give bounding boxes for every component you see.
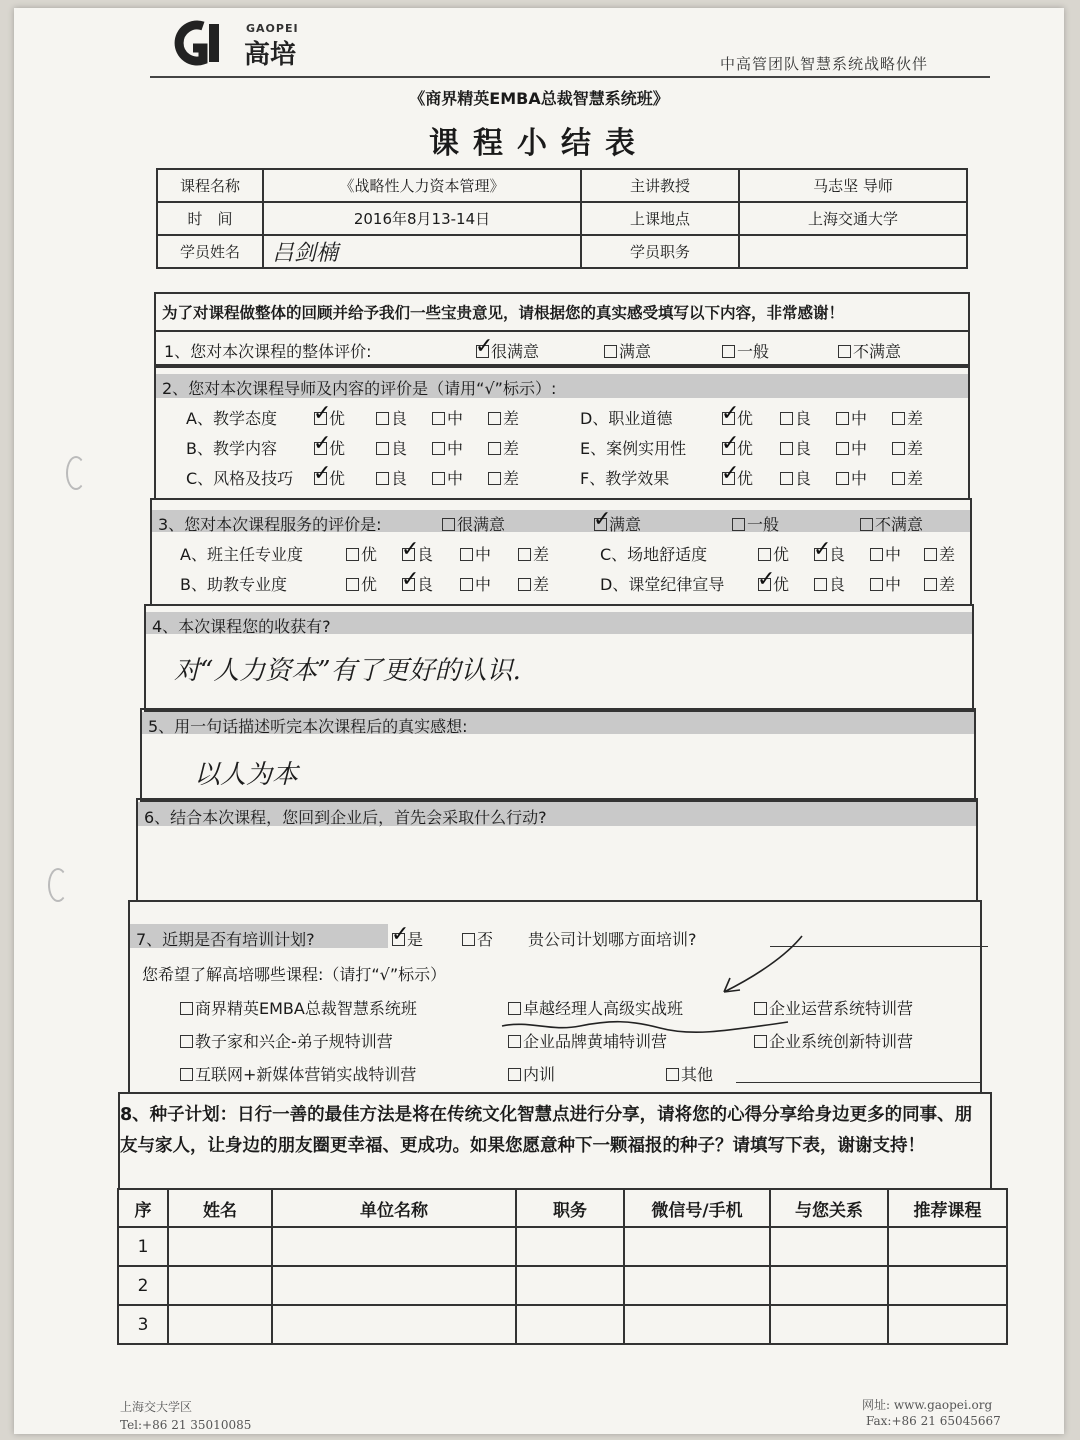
table-cell[interactable] — [888, 1227, 1007, 1266]
q3-b-grade-fair[interactable]: 中 — [460, 572, 491, 595]
course-name-value[interactable]: 《战略性人力资本管理》 — [263, 169, 581, 202]
q4-answer[interactable]: 对“人力资本”有了更好的认识. — [174, 656, 521, 686]
student-name-label: 学员姓名 — [157, 235, 263, 268]
checkbox-icon[interactable] — [836, 412, 849, 425]
q3-option-satisfied[interactable]: ✓ 满意 — [594, 512, 641, 535]
q2-b-grade-poor[interactable]: 差 — [488, 436, 519, 459]
punch-hole-icon — [48, 868, 68, 902]
checkbox-icon[interactable] — [892, 442, 905, 455]
q7-option-no[interactable]: 否 — [462, 927, 493, 950]
checkbox-icon[interactable] — [836, 442, 849, 455]
q3-d-grade-excellent[interactable]: ✓优 — [758, 572, 789, 595]
q3-a-grade-good[interactable]: ✓ 良 — [402, 542, 433, 565]
q2-f-grade-good[interactable]: 良 — [780, 466, 811, 489]
checkbox-checked-icon[interactable] — [758, 578, 771, 591]
q2-b-grade-fair[interactable]: 中 — [432, 436, 463, 459]
q2-d-grade-poor[interactable]: 差 — [892, 406, 923, 429]
checkbox-checked-icon[interactable] — [814, 548, 827, 561]
q7-courses-label: 您希望了解高培哪些课程:（请打“√”标示） — [142, 965, 447, 984]
course-option-8[interactable]: 内训 — [508, 1062, 555, 1085]
table-cell[interactable] — [272, 1305, 516, 1344]
course-option-5[interactable]: 企业品牌黄埔特训营 — [508, 1029, 667, 1052]
footer-tel: Tel:+86 21 35010085 — [120, 1418, 252, 1432]
q1-option-unsatisfied[interactable]: 不满意 — [838, 339, 901, 362]
time-value[interactable]: 2016年8月13-14日 — [263, 202, 581, 235]
table-cell[interactable] — [272, 1227, 516, 1266]
table-cell[interactable] — [770, 1227, 888, 1266]
table-cell[interactable] — [770, 1266, 888, 1305]
row-index: 3 — [118, 1305, 168, 1344]
table-cell[interactable] — [770, 1305, 888, 1344]
punch-hole-icon — [66, 456, 86, 490]
q3-c-grade-fair[interactable]: 中 — [870, 542, 901, 565]
checkbox-checked-icon[interactable] — [392, 933, 405, 946]
checkbox-icon[interactable] — [870, 578, 883, 591]
q3-item-b: B、助教专业度 — [180, 575, 287, 594]
checkbox-checked-icon[interactable] — [476, 345, 489, 358]
checkbox-icon[interactable] — [488, 412, 501, 425]
handwritten-underline-icon — [500, 1018, 790, 1034]
q3-option-unsatisfied[interactable]: 不满意 — [860, 512, 923, 535]
footer-fax: Fax:+86 21 65045667 — [866, 1414, 1001, 1428]
course-summary-form — [14, 8, 1064, 1434]
checkbox-icon[interactable] — [732, 518, 745, 531]
row-index: 2 — [118, 1266, 168, 1305]
col-wechat-phone: 微信号/手机 — [624, 1189, 770, 1227]
table-cell[interactable] — [516, 1227, 624, 1266]
q3-item-c: C、场地舒适度 — [600, 545, 708, 564]
q2-label: 2、您对本次课程导师及内容的评价是（请用“√”标示）: — [162, 379, 557, 398]
q3-option-average[interactable]: 一般 — [732, 512, 779, 535]
q2-e-grade-good[interactable]: 良 — [780, 436, 811, 459]
checkbox-icon[interactable] — [754, 1002, 767, 1015]
course-option-9[interactable]: 其他 — [666, 1062, 713, 1085]
table-cell[interactable] — [168, 1266, 272, 1305]
q6-label: 6、结合本次课程，您回到企业后，首先会采取什么行动? — [144, 808, 547, 827]
section-q2 — [154, 364, 970, 500]
checkbox-icon[interactable] — [780, 412, 793, 425]
q2-e-grade-poor[interactable]: 差 — [892, 436, 923, 459]
table-cell[interactable] — [624, 1305, 770, 1344]
q7-plan-label: 贵公司计划哪方面培训? — [528, 930, 697, 949]
table-cell[interactable] — [168, 1227, 272, 1266]
section-q8 — [118, 1092, 992, 1190]
section-q5 — [140, 708, 976, 802]
checkbox-icon[interactable] — [754, 1035, 767, 1048]
checkbox-checked-icon[interactable] — [314, 472, 327, 485]
q2-item-b: B、教学内容 — [186, 439, 277, 458]
checkbox-icon[interactable] — [508, 1035, 521, 1048]
checkbox-checked-icon[interactable] — [722, 442, 735, 455]
q2-a-grade-excellent[interactable]: ✓优 — [314, 406, 345, 429]
table-cell[interactable] — [516, 1305, 624, 1344]
checkbox-icon[interactable] — [870, 548, 883, 561]
student-name-value[interactable]: 吕剑楠 — [263, 235, 581, 268]
q4-label: 4、本次课程您的收获有? — [152, 617, 331, 636]
course-info-table — [156, 168, 968, 269]
checkbox-icon[interactable] — [666, 1068, 679, 1081]
col-relation: 与您关系 — [770, 1189, 888, 1227]
q3-item-a: A、班主任专业度 — [180, 545, 303, 564]
course-option-1[interactable]: 商界精英EMBA总裁智慧系统班 — [180, 996, 417, 1019]
course-option-4[interactable]: 教子家和兴企-弟子规特训营 — [180, 1029, 393, 1052]
section-q3 — [150, 498, 972, 606]
table-cell[interactable] — [272, 1266, 516, 1305]
table-row — [118, 1305, 1007, 1344]
q2-d-grade-good[interactable]: 良 — [780, 406, 811, 429]
q2-a-grade-good[interactable]: 良 — [376, 406, 407, 429]
table-cell[interactable] — [624, 1227, 770, 1266]
checkbox-icon[interactable] — [924, 578, 937, 591]
q3-a-grade-excellent[interactable]: 优 — [346, 542, 377, 565]
checkbox-icon[interactable] — [518, 578, 531, 591]
checkbox-icon[interactable] — [346, 578, 359, 591]
checkbox-icon[interactable] — [722, 345, 735, 358]
q2-b-grade-excellent[interactable]: ✓优 — [314, 436, 345, 459]
checkbox-icon[interactable] — [518, 548, 531, 561]
q1-label: 1、您对本次课程的整体评价: — [164, 342, 372, 361]
q3-b-grade-good[interactable]: ✓ 良 — [402, 572, 433, 595]
q2-c-grade-fair[interactable]: 中 — [432, 466, 463, 489]
row-index: 1 — [118, 1227, 168, 1266]
q2-f-grade-poor[interactable]: 差 — [892, 466, 923, 489]
program-subtitle: 《商界精英EMBA总裁智慧系统班》 — [409, 89, 669, 108]
q3-c-grade-excellent[interactable]: 优 — [758, 542, 789, 565]
checkbox-icon[interactable] — [508, 1068, 521, 1081]
checkbox-icon[interactable] — [814, 578, 827, 591]
gaopei-logo-icon — [169, 20, 239, 66]
q3-d-grade-fair[interactable]: 中 — [870, 572, 901, 595]
q3-option-very-satisfied[interactable]: 很满意 — [442, 512, 505, 535]
q5-label: 5、用一句话描述听完本次课程后的真实感想: — [148, 717, 468, 736]
checkbox-checked-icon[interactable] — [314, 412, 327, 425]
q3-b-grade-poor[interactable]: 差 — [518, 572, 549, 595]
table-row — [118, 1266, 1007, 1305]
q3-d-grade-good[interactable]: 良 — [814, 572, 845, 595]
q2-item-e: E、案例实用性 — [580, 439, 687, 458]
section-q1 — [154, 292, 970, 368]
checkbox-icon[interactable] — [892, 412, 905, 425]
col-company: 单位名称 — [272, 1189, 516, 1227]
checkbox-checked-icon[interactable] — [722, 412, 735, 425]
checkbox-icon[interactable] — [488, 442, 501, 455]
section-q6 — [136, 798, 978, 902]
checkbox-icon[interactable] — [860, 518, 873, 531]
q3-d-grade-poor[interactable]: 差 — [924, 572, 955, 595]
lecturer-value[interactable]: 马志坚 导师 — [739, 169, 967, 202]
q2-item-f: F、教学效果 — [580, 469, 670, 488]
checkbox-icon[interactable] — [180, 1068, 193, 1081]
q1-option-average[interactable]: 一般 — [722, 339, 769, 362]
checkbox-icon[interactable] — [432, 472, 445, 485]
time-label: 时 间 — [157, 202, 263, 235]
q3-c-grade-good[interactable]: ✓ 良 — [814, 542, 845, 565]
checkbox-icon[interactable] — [780, 472, 793, 485]
checkbox-icon[interactable] — [488, 472, 501, 485]
table-cell[interactable] — [516, 1266, 624, 1305]
checkbox-checked-icon[interactable] — [402, 578, 415, 591]
course-option-2[interactable]: 卓越经理人高级实战班 — [508, 996, 683, 1019]
footer-website[interactable]: 网址: www.gaopei.org — [862, 1398, 993, 1412]
col-name: 姓名 — [168, 1189, 272, 1227]
checkbox-icon[interactable] — [604, 345, 617, 358]
q3-a-grade-poor[interactable]: 差 — [518, 542, 549, 565]
checkbox-icon[interactable] — [376, 412, 389, 425]
section-q4 — [144, 604, 974, 712]
checkbox-icon[interactable] — [346, 548, 359, 561]
q3-a-grade-fair[interactable]: 中 — [460, 542, 491, 565]
checkbox-checked-icon[interactable] — [722, 472, 735, 485]
tagline: 中高管团队智慧系统战略伙伴 — [720, 55, 929, 73]
checkbox-icon[interactable] — [180, 1002, 193, 1015]
q2-f-grade-fair[interactable]: 中 — [836, 466, 867, 489]
checkbox-checked-icon[interactable] — [594, 518, 607, 531]
footer-campus: 上海交大学区 — [120, 1400, 193, 1414]
checkbox-icon[interactable] — [432, 412, 445, 425]
page-title: 课程小结表 — [429, 126, 649, 161]
course-option-6[interactable]: 企业系统创新特训营 — [754, 1029, 913, 1052]
checkbox-icon[interactable] — [508, 1002, 521, 1015]
logo-chinese: 高培 — [244, 40, 297, 70]
table-cell[interactable] — [888, 1305, 1007, 1344]
referral-table — [117, 1188, 1008, 1345]
q1-option-very-satisfied[interactable]: ✓ 很满意 — [476, 339, 539, 362]
checkbox-checked-icon[interactable] — [402, 548, 415, 561]
checkbox-icon[interactable] — [838, 345, 851, 358]
table-row — [118, 1227, 1007, 1266]
place-label: 上课地点 — [581, 202, 739, 235]
lecturer-label: 主讲教授 — [581, 169, 739, 202]
handwritten-arrow-icon — [716, 932, 806, 1000]
q3-label: 3、您对本次课程服务的评价是: — [158, 515, 382, 534]
q2-item-d: D、职业道德 — [580, 409, 673, 428]
logo-english: GAOPEI — [246, 22, 299, 35]
student-position-value[interactable] — [739, 235, 967, 268]
section-q7 — [128, 900, 982, 1094]
q2-item-a: A、教学态度 — [186, 409, 277, 428]
place-value[interactable]: 上海交通大学 — [739, 202, 967, 235]
q7-option-yes[interactable]: ✓ 是 — [392, 927, 423, 950]
table-cell[interactable] — [168, 1305, 272, 1344]
q2-e-grade-fair[interactable]: 中 — [836, 436, 867, 459]
course-option-7[interactable]: 互联网+新媒体营销实战特训营 — [180, 1062, 416, 1085]
checkbox-icon[interactable] — [442, 518, 455, 531]
checkbox-icon[interactable] — [924, 548, 937, 561]
checkbox-icon[interactable] — [758, 548, 771, 561]
q3-c-grade-poor[interactable]: 差 — [924, 542, 955, 565]
q2-d-grade-excellent[interactable]: ✓优 — [722, 406, 753, 429]
checkbox-icon[interactable] — [460, 578, 473, 591]
col-recommended-course: 推荐课程 — [888, 1189, 1007, 1227]
table-cell[interactable] — [624, 1266, 770, 1305]
q3-b-grade-excellent[interactable]: 优 — [346, 572, 377, 595]
q2-c-grade-excellent[interactable]: ✓优 — [314, 466, 345, 489]
checkbox-icon[interactable] — [432, 442, 445, 455]
checkbox-icon[interactable] — [836, 472, 849, 485]
checkbox-icon[interactable] — [462, 933, 475, 946]
course-name-label: 课程名称 — [157, 169, 263, 202]
q7-label: 7、近期是否有培训计划? — [136, 930, 315, 949]
col-position: 职务 — [516, 1189, 624, 1227]
q3-item-d: D、课堂纪律宣导 — [600, 575, 725, 594]
header-divider — [150, 76, 990, 78]
q2-item-c: C、风格及技巧 — [186, 469, 294, 488]
student-position-label: 学员职务 — [581, 235, 739, 268]
intro-text: 为了对课程做整体的回顾并给予我们一些宝贵意见，请根据您的真实感受填写以下内容，非常感谢！ — [162, 304, 845, 322]
checkbox-icon[interactable] — [376, 472, 389, 485]
q2-a-grade-fair[interactable]: 中 — [432, 406, 463, 429]
course-other-input[interactable] — [736, 1082, 982, 1083]
checkbox-icon[interactable] — [780, 442, 793, 455]
q2-f-grade-excellent[interactable]: ✓优 — [722, 466, 753, 489]
q2-a-grade-poor[interactable]: 差 — [488, 406, 519, 429]
course-option-3[interactable]: 企业运营系统特训营 — [754, 996, 913, 1019]
col-index: 序 — [118, 1189, 168, 1227]
q5-answer[interactable]: 以人为本 — [194, 760, 299, 790]
q2-e-grade-excellent[interactable]: ✓优 — [722, 436, 753, 459]
q2-b-grade-good[interactable]: 良 — [376, 436, 407, 459]
q2-c-grade-poor[interactable]: 差 — [488, 466, 519, 489]
q2-c-grade-good[interactable]: 良 — [376, 466, 407, 489]
checkbox-icon[interactable] — [892, 472, 905, 485]
checkbox-icon[interactable] — [460, 548, 473, 561]
q8-text: 8、种子计划：日行一善的最佳方法是将在传统文化智慧点进行分享，请将您的心得分享给身边更多的同事、朋友与家人，让身边的朋友圈更幸福、更成功。如果您愿意种下一颗福报的种子？请填写下表，谢谢支持！ — [120, 1105, 973, 1156]
checkbox-icon[interactable] — [376, 442, 389, 455]
table-cell[interactable] — [888, 1266, 1007, 1305]
checkbox-checked-icon[interactable] — [314, 442, 327, 455]
checkbox-icon[interactable] — [180, 1035, 193, 1048]
q2-d-grade-fair[interactable]: 中 — [836, 406, 867, 429]
q1-option-satisfied[interactable]: 满意 — [604, 339, 651, 362]
